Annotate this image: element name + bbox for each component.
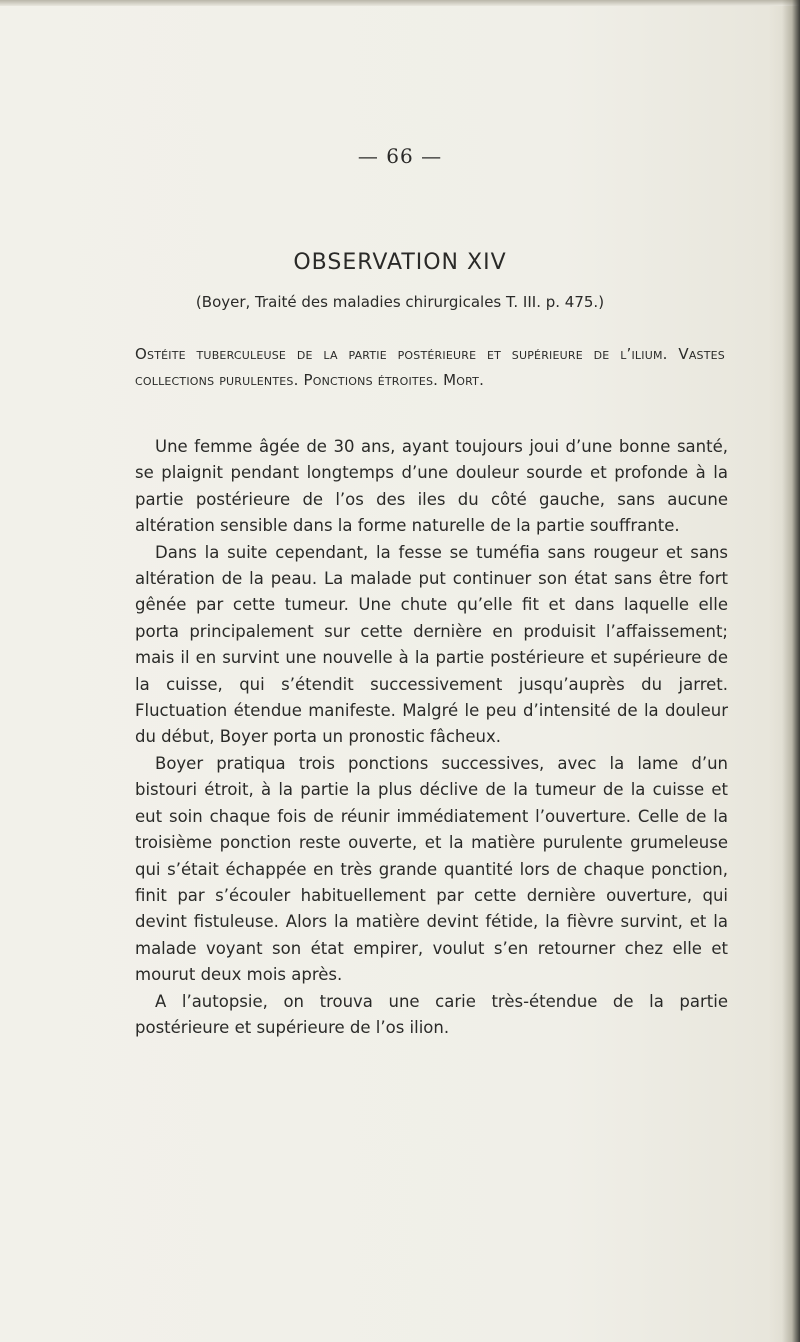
source-reference: (Boyer, Traité des maladies chirurgicales T. III. p. 475.) [195,293,605,311]
page-top-edge [0,0,800,6]
case-heading: Ostéite tuberculeuse de la partie postérieure et supérieure de l’ilium. Vastes collections purulentes. Ponctions étroites. Mort. [135,345,725,389]
case-body [135,434,728,1041]
observation-title: OBSERVATION XIV [293,250,507,275]
page-number: — 66 — [357,144,443,168]
paragraph: Dans la suite cependant, la fesse se tuméfia sans rougeur et sans altération de la peau. La malade put continuer son état sans être fort gênée par cette tumeur. Une chute qu’elle fit et dans laquelle elle porta principalement sur cette dernière en produisit l’affaissement; mais il en survint une nouvelle à la partie postérieure et supérieure de la cuisse, qui s’étendit successivement jusqu’auprès du jarret. Fluctuation étendue manifeste. Malgré le peu d’intensité de la douleur du début, Boyer porta un pronostic fâcheux. [135,542,728,747]
paragraph: Boyer pratiqua trois ponctions successives, avec la lame d’un bistouri étroit, à la partie la plus déclive de la tumeur de la cuisse et eut soin chaque fois de réunir immédiatement l’ouverture. Celle de la troisième ponction reste ouverte, et la matière purulente grumeleuse qui s’était échappée en très grande quantité lors de chaque ponction, finit par s’écouler habituellement par cette dernière ouverture, qui devint fistuleuse. Alors la matière devint fétide, la fièvre survint, et la malade voyant son état empirer, voulut s’en retourner chez elle et mourut deux mois après. [135,753,728,985]
paragraph: Une femme âgée de 30 ans, ayant toujours joui d’une bonne santé, se plaignit pendant longtemps d’une douleur sourde et profonde à la partie postérieure de l’os des iles du côté gauche, sans aucune altération sensible dans la forme naturelle de la partie souffrante. [135,437,728,536]
page-binding-edge [782,0,800,1342]
paragraph: A l’autopsie, on trouva une carie très-étendue de la partie postérieure et supérieure de l’os ilion. [135,991,728,1037]
